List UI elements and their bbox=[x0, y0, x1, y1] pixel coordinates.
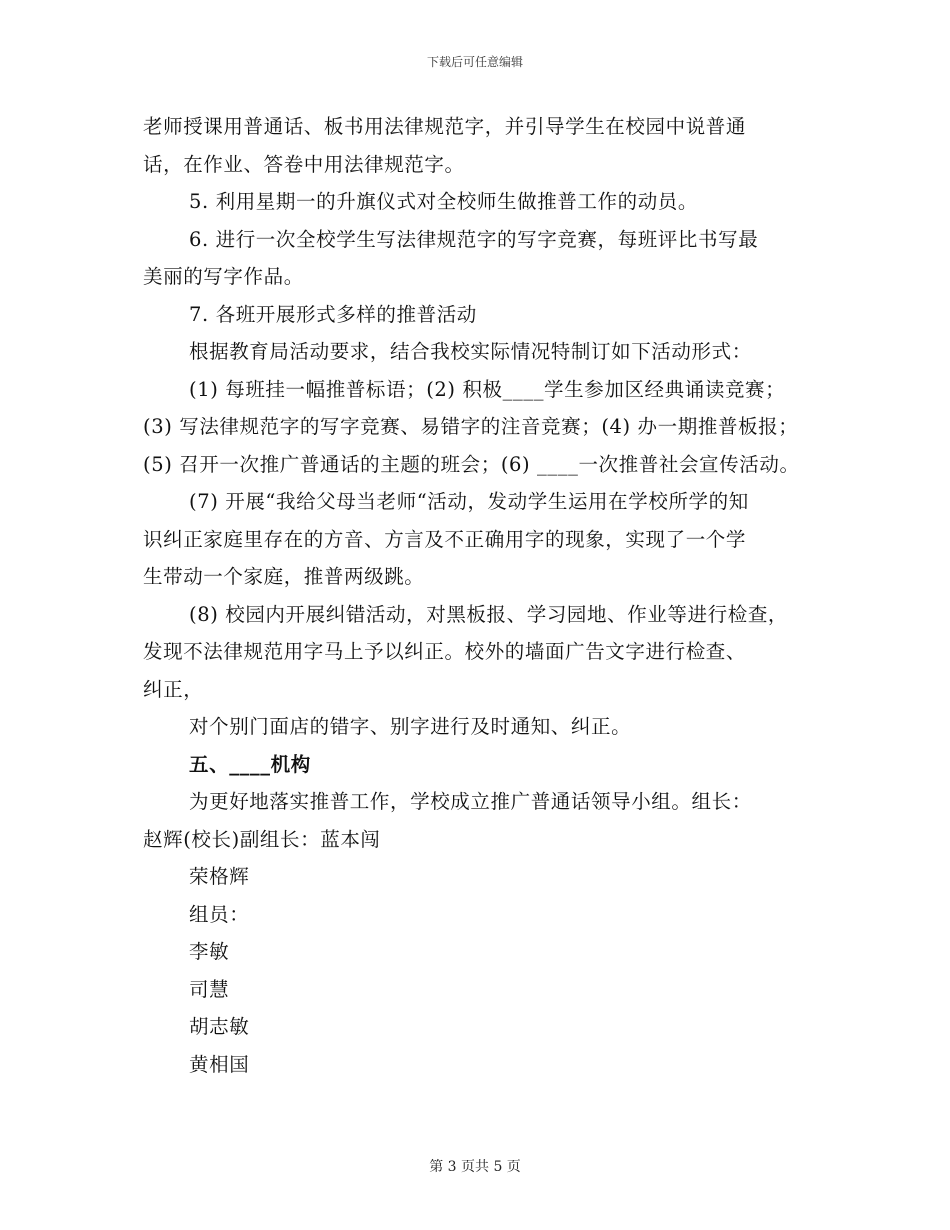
text-line: 赵辉(校长)副组长：蓝本闯 bbox=[143, 827, 381, 851]
text-line: (1) 每班挂一幅推普标语；(2) 积极____学生参加区经典诵读竞赛； bbox=[189, 377, 786, 401]
text-line: 为更好地落实推普工作，学校成立推广普通话领导小组。组长： bbox=[189, 790, 752, 813]
text-line: 李敏 bbox=[189, 940, 230, 963]
text-line: 根据教育局活动要求，结合我校实际情况特制订如下活动形式： bbox=[189, 340, 752, 363]
text-line: (3) 写法律规范字的写字竞赛、易错字的注音竞赛；(4) 办一期推普板报； bbox=[143, 415, 799, 438]
text-line: 发现不法律规范用字马上予以纠正。校外的墙面广告文字进行检查、 bbox=[143, 640, 747, 663]
text-line: 美丽的写字作品。 bbox=[143, 265, 304, 288]
text-line: (7) 开展“我给父母当老师“活动，发动学生运用在学校所学的知 bbox=[189, 490, 749, 513]
text-line: 5. 利用星期一的升旗仪式对全校师生做推普工作的动员。 bbox=[189, 190, 699, 213]
text-line: 五、____机构 bbox=[189, 752, 311, 776]
text-line: 话，在作业、答卷中用法律规范字。 bbox=[143, 152, 465, 176]
text-line: 黄相国 bbox=[189, 1052, 250, 1076]
text-line: 司慧 bbox=[189, 977, 230, 1001]
text-line: 老师授课用普通话、板书用法律规范字，并引导学生在校园中说普通 bbox=[143, 115, 747, 138]
text-line: 7. 各班开展形式多样的推普活动 bbox=[189, 302, 477, 326]
text-line: 6. 进行一次全校学生写法律规范字的写字竞赛，每班评比书写最 bbox=[189, 227, 759, 251]
page-header: 下载后可任意编辑 bbox=[426, 55, 523, 69]
text-line: (5) 召开一次推广普通话的主题的班会；(6) ____一次推普社会宣传活动。 bbox=[143, 452, 800, 476]
text-line: 对个别门面店的错字、别字进行及时通知、纠正。 bbox=[189, 715, 632, 738]
text-line: (8) 校园内开展纠错活动，对黑板报、学习园地、作业等进行检查， bbox=[189, 602, 789, 626]
text-line: 纠正， bbox=[143, 677, 204, 701]
document-body bbox=[143, 108, 823, 1083]
text-line: 胡志敏 bbox=[189, 1015, 250, 1038]
text-line: 识纠正家庭里存在的方音、方言及不正确用字的现象，实现了一个学 bbox=[143, 527, 747, 551]
page-footer: 第 3 页共 5 页 bbox=[429, 1159, 521, 1175]
text-line: 生带动一个家庭，推普两级跳。 bbox=[143, 565, 425, 588]
text-line: 荣格辉 bbox=[189, 865, 250, 888]
text-line: 组员： bbox=[189, 902, 250, 926]
